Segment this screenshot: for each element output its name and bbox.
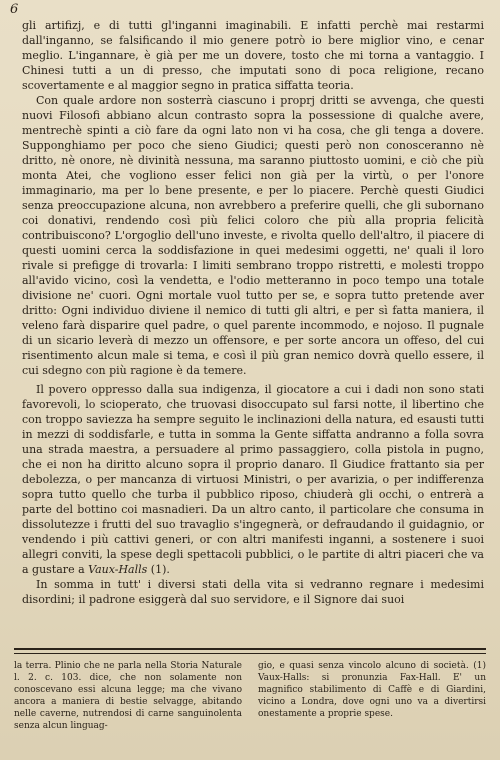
paragraph: In somma in tutt' i diversi stati della vita si vedranno regnare i medesimi disordini; il padrone esiggerà dal suo servidore, e il Signore dai suoi <box>22 578 484 606</box>
footnote-divider-thin <box>14 653 486 654</box>
footnote-reference: (1). <box>147 563 170 576</box>
italic-term: Vaux-Halls <box>88 563 148 576</box>
paragraph: gli artifizj, e di tutti gl'inganni imaginabili. E infatti perchè mai restarmi dall'inganno, se falsificando il mio genere potrò io bere miglior vino, e cenar meglio. L'ingannare, è già per me un dovere, tosto che mi torna a vantaggio. I Chinesi tutti a un di presso, che imputati sono di poca religione, recano scovertamente e al maggior segno in pratica siffatta teoria. <box>22 19 484 92</box>
footnote-text: gio, e quasi senza vincolo alcuno di società. (1) Vaux-Halls: si pronunzia Fax-Hall. E' un magnifico stabilimento di Caffè e di Giardini, vicino a Londra, dove ogni uno va a divertirsi onestamente a proprie spese. <box>258 661 486 719</box>
main-text <box>22 18 484 607</box>
paragraph <box>22 382 484 577</box>
footnote-divider <box>14 648 486 650</box>
paragraph: Con quale ardore non sosterrà ciascuno i proprj dritti se avvenga, che questi nuovi Filosofi abbiano alcun contrasto sopra la possessione di qualche avere, mentrechè spinti a ciò fare da ogni lato non vi ha cosa, che gli tenga a dovere. Supponghiamo per poco che sieno Giudici; questi però non conosceranno nè dritto, nè onore, nè divinità nessuna, ma saranno piuttosto uomini, e ciò che più monta Atei, che vogliono esser felici non già per la virtù, o per l'onore immaginario, ma per lo bene presente, e per lo piacere. Perchè questi Giudici senza preoccupazione alcuna, non avrebbero a preferire quelli, che gli subornano coi donativi, rendendo così più felici coloro che più alla propria felicità contribuiscono? L'orgoglio dell'uno investe, e rivolta quello dell'altro, il piacere di questi uomini cerca la soddisfazione in quei medesimi oggetti, ne' quali il loro rivale si prefigge di trovarla: I limiti sembrano troppo ristretti, e molesti troppo all'avido vicino, così la vendetta, e l'odio metteranno in poco tempo una totale divisione ne' cuori. Ogni mortale vuol tutto per se, e sopra tutto pretende aver dritto: Ogni individuo diviene il nemico di tutti gli altri, e per sì fatta maniera, il veleno farà disparire quel padre, o quel parente incommodo, e nojoso. Il pugnale di un sicario leverà di mezzo un offensore, e per sorte ancora un offeso, del cui risentimento alcun male si tema, e così il più gran nemico dovrà quello essere, il cui sdegno con più ragione è da temere. <box>22 94 484 377</box>
footnotes <box>14 660 486 732</box>
page-number: 6 <box>10 2 19 17</box>
paragraph-text: Il povero oppresso dalla sua indigenza, il giocatore a cui i dadi non sono stati favorevoli, lo scioperato, che truovasi disoccupato sul farsi notte, il libertino che con troppo saviezza ha sempre seguito le inclinazioni della natura, ed esausti tutti in mezzi di soddisfarle, e tutta in somma la Gente siffatta andranno a folla sovra una strada maestra, a persuadere al primo passaggiero, colla pistola in pugno, che ei non ha diritto alcuno sopra il proprio danaro. Il Giudice frattanto sia per debolezza, o per mancanza di virtuosi Ministri, o per avarizia, o per indifferenza sopra tutto quello che turba il pubblico riposo, chiuderà gli occhi, o entrerà a parte del bottino coi masnadieri. Da un altro canto, il particolare che consuma in dissolutezze i frutti del suo travaglio s'ingegnerà, or defraudando il guidagnio, or vendendo i più cattivi generi, or con altri manifesti inganni, a sostenere i suoi allegri conviti, la spese degli spettacoli pubblici, o le partite di altri piaceri che va a gustare a <box>22 383 484 576</box>
footnote-column-left <box>14 660 242 732</box>
footnote-column-right <box>258 660 486 732</box>
footnote-text: la terra. Plinio che ne parla nella Storia Naturale l. 2. c. 103. dice, che non solamente non conoscevano essi alcuna legge; ma che vivano ancora a maniera di bestie selvagge, abitando nelle caverne, nutrendosi di carne sanguinolenta senza alcun linguag- <box>14 661 242 731</box>
